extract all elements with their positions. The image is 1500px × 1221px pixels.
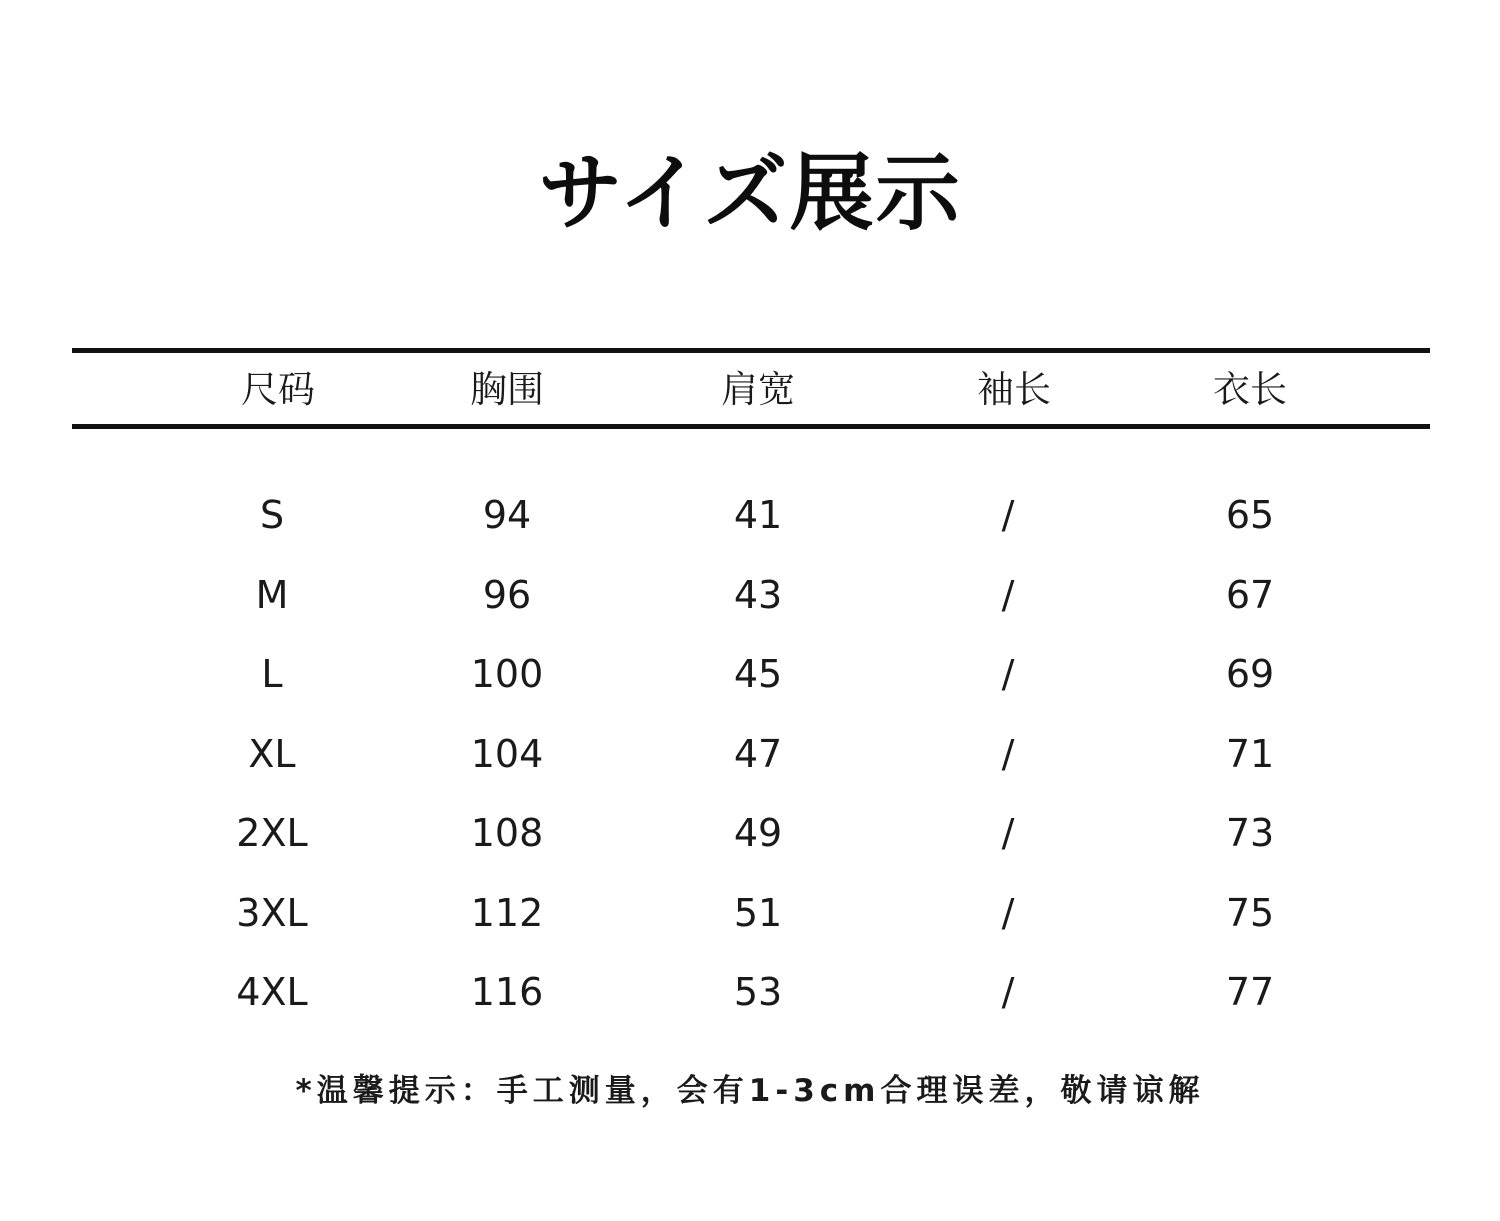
cell-shoulder: 51 xyxy=(733,891,783,935)
cell-size: S xyxy=(259,493,285,537)
cell-chest: 94 xyxy=(482,493,532,537)
cell-length: 65 xyxy=(1225,493,1275,537)
cell-size: 3XL xyxy=(236,891,308,935)
page-title: サイズ展示 xyxy=(538,144,962,242)
measurement-note: *温馨提示：手工测量，会有1-3cm合理误差，敬请谅解 xyxy=(295,1073,1205,1109)
cell-length: 71 xyxy=(1225,732,1275,776)
cell-sleeve: / xyxy=(1001,573,1015,617)
cell-shoulder: 53 xyxy=(733,970,783,1014)
cell-chest: 112 xyxy=(470,891,544,935)
cell-shoulder: 49 xyxy=(733,811,783,855)
cell-size: XL xyxy=(248,732,296,776)
cell-length: 73 xyxy=(1225,811,1275,855)
header-sleeve: 袖长 xyxy=(977,368,1051,411)
header-shoulder: 肩宽 xyxy=(721,368,795,411)
cell-sleeve: / xyxy=(1001,493,1015,537)
cell-length: 77 xyxy=(1225,970,1275,1014)
cell-chest: 100 xyxy=(470,652,544,696)
cell-length: 69 xyxy=(1225,652,1275,696)
cell-chest: 104 xyxy=(470,732,544,776)
cell-sleeve: / xyxy=(1001,891,1015,935)
header-chest: 胸围 xyxy=(470,368,544,411)
cell-length: 67 xyxy=(1225,573,1275,617)
table-top-rule xyxy=(72,348,1430,353)
cell-shoulder: 45 xyxy=(733,652,783,696)
cell-sleeve: / xyxy=(1001,652,1015,696)
cell-chest: 116 xyxy=(470,970,544,1014)
cell-sleeve: / xyxy=(1001,811,1015,855)
cell-sleeve: / xyxy=(1001,970,1015,1014)
cell-shoulder: 47 xyxy=(733,732,783,776)
cell-shoulder: 43 xyxy=(733,573,783,617)
header-length: 衣长 xyxy=(1213,368,1287,411)
header-size: 尺码 xyxy=(241,368,315,411)
table-header-rule xyxy=(72,424,1430,429)
cell-chest: 108 xyxy=(470,811,544,855)
cell-sleeve: / xyxy=(1001,732,1015,776)
cell-chest: 96 xyxy=(482,573,532,617)
cell-size: 4XL xyxy=(236,970,308,1014)
cell-size: M xyxy=(255,573,289,617)
cell-shoulder: 41 xyxy=(733,493,783,537)
cell-size: L xyxy=(261,652,283,696)
cell-size: 2XL xyxy=(236,811,308,855)
cell-length: 75 xyxy=(1225,891,1275,935)
